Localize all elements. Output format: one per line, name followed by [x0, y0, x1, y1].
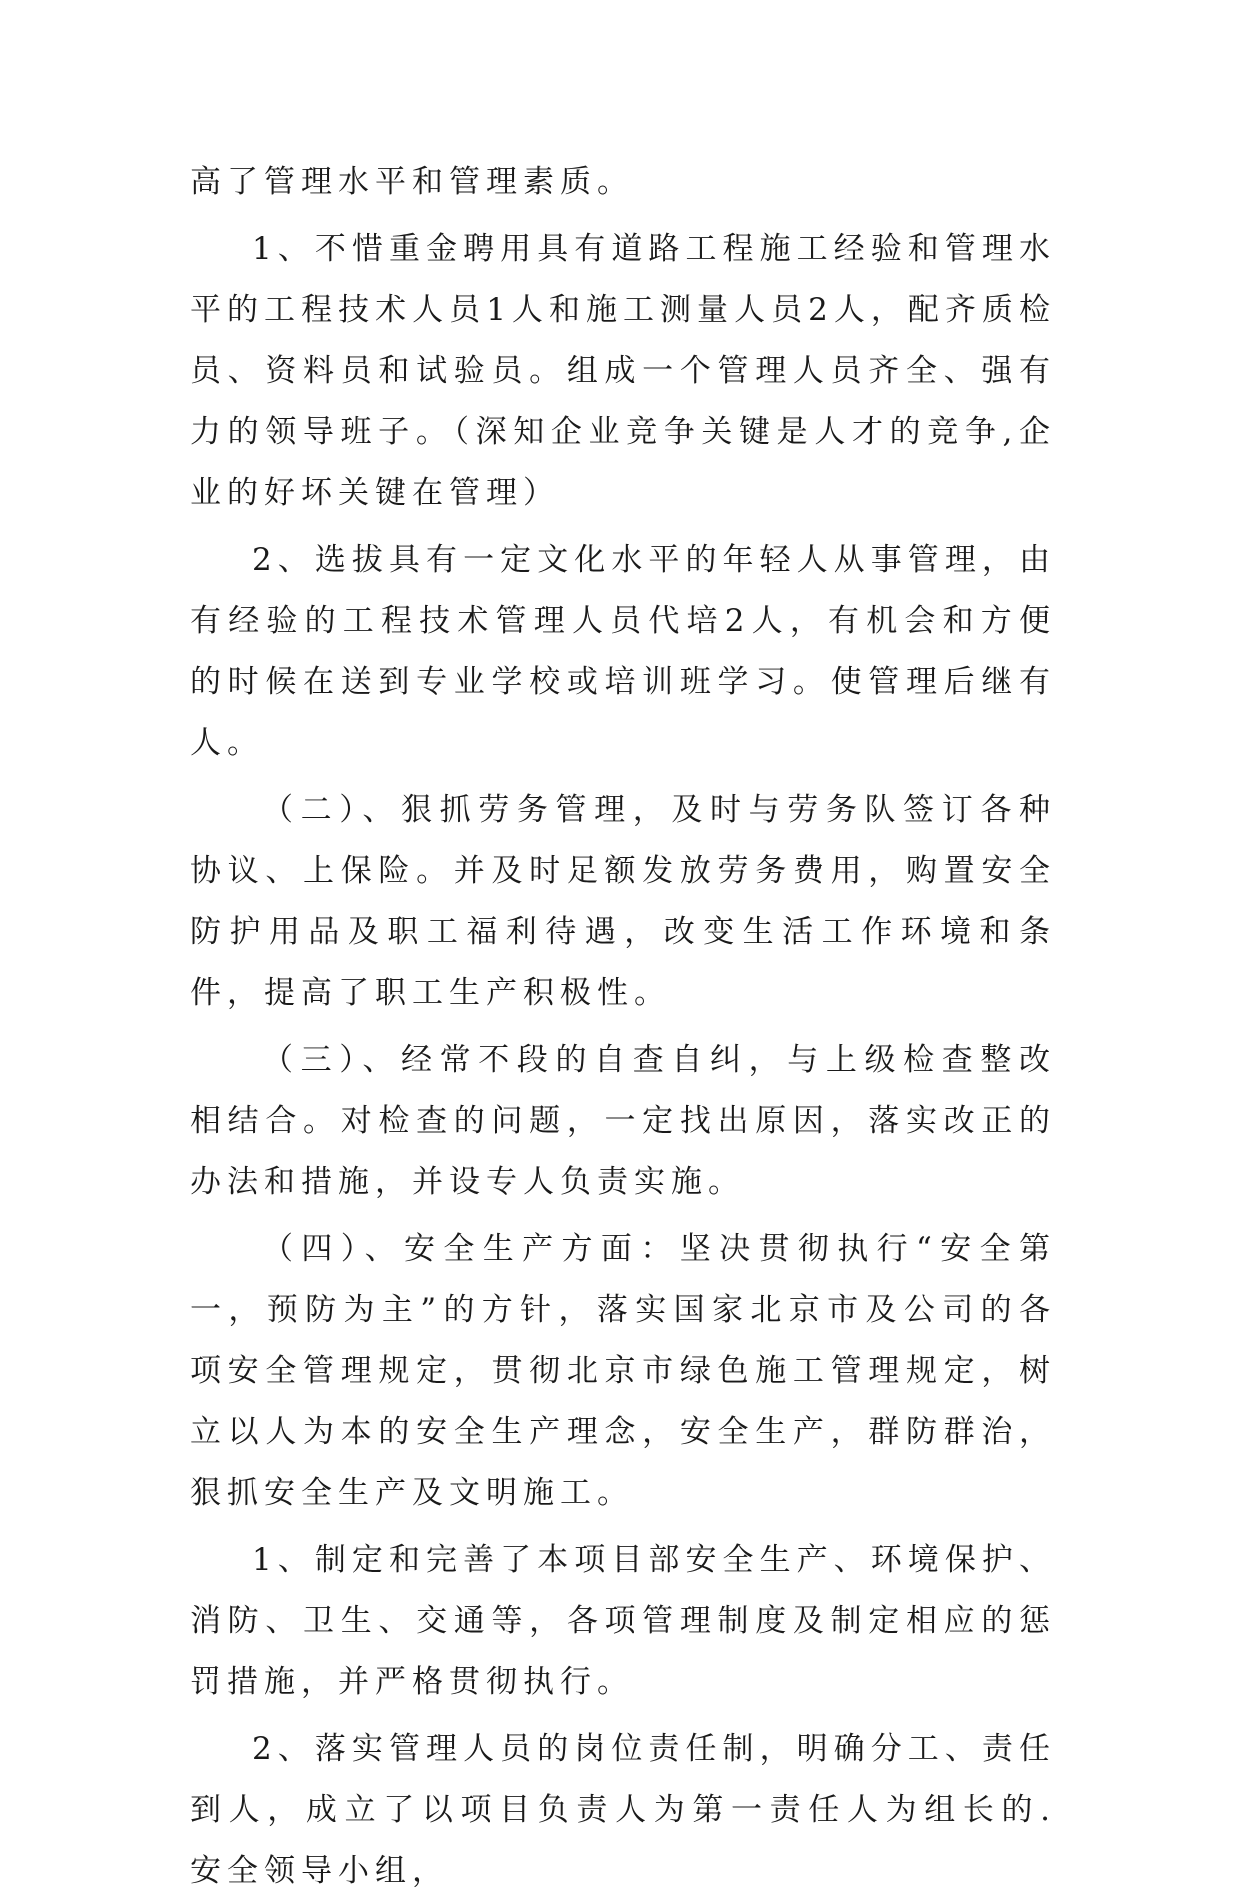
paragraph-safety-item-2: 2、落实管理人员的岗位责任制，明确分工、责任到人，成立了以项目负责人为第一责任人为组长的.安全领导小组， [190, 1731, 1056, 1889]
paragraph-continuation: 高了管理水平和管理素质。 [190, 164, 634, 200]
document-body [190, 152, 1056, 1902]
paragraph-section-4-safety: （四）、安全生产方面：坚决贯彻执行“安全第一，预防为主”的方针，落实国家北京市及公司的各项安全管理规定，贯彻北京市绿色施工管理规定，树立以人为本的安全生产理念，安全生产，群防群治，狠抓安全生产及文明施工。 [190, 1231, 1056, 1511]
paragraph-item-2-train: 2、选拔具有一定文化水平的年轻人从事管理，由有经验的工程技术管理人员代培2人，有机会和方便的时候在送到专业学校或培训班学习。使管理后继有人。 [190, 542, 1056, 761]
paragraph-section-2-labor: （二）、狠抓劳务管理，及时与劳务队签订各种协议、上保险。并及时足额发放劳务费用，购置安全防护用品及职工福利待遇，改变生活工作环境和条件，提高了职工生产积极性。 [190, 792, 1056, 1011]
paragraph-item-1-recruit: 1、不惜重金聘用具有道路工程施工经验和管理水平的工程技术人员1人和施工测量人员2人，配齐质检员、资料员和试验员。组成一个管理人员齐全、强有力的领导班子。（深知企业竞争关键是人才的竞争,企业的好坏关键在管理） [190, 231, 1056, 511]
paragraph-section-3-inspection: （三）、经常不段的自查自纠，与上级检查整改相结合。对检查的问题，一定找出原因，落实改正的办法和措施，并设专人负责实施。 [190, 1042, 1056, 1200]
paragraph-safety-item-1: 1、制定和完善了本项目部安全生产、环境保护、消防、卫生、交通等，各项管理制度及制定相应的惩罚措施，并严格贯彻执行。 [190, 1542, 1056, 1700]
